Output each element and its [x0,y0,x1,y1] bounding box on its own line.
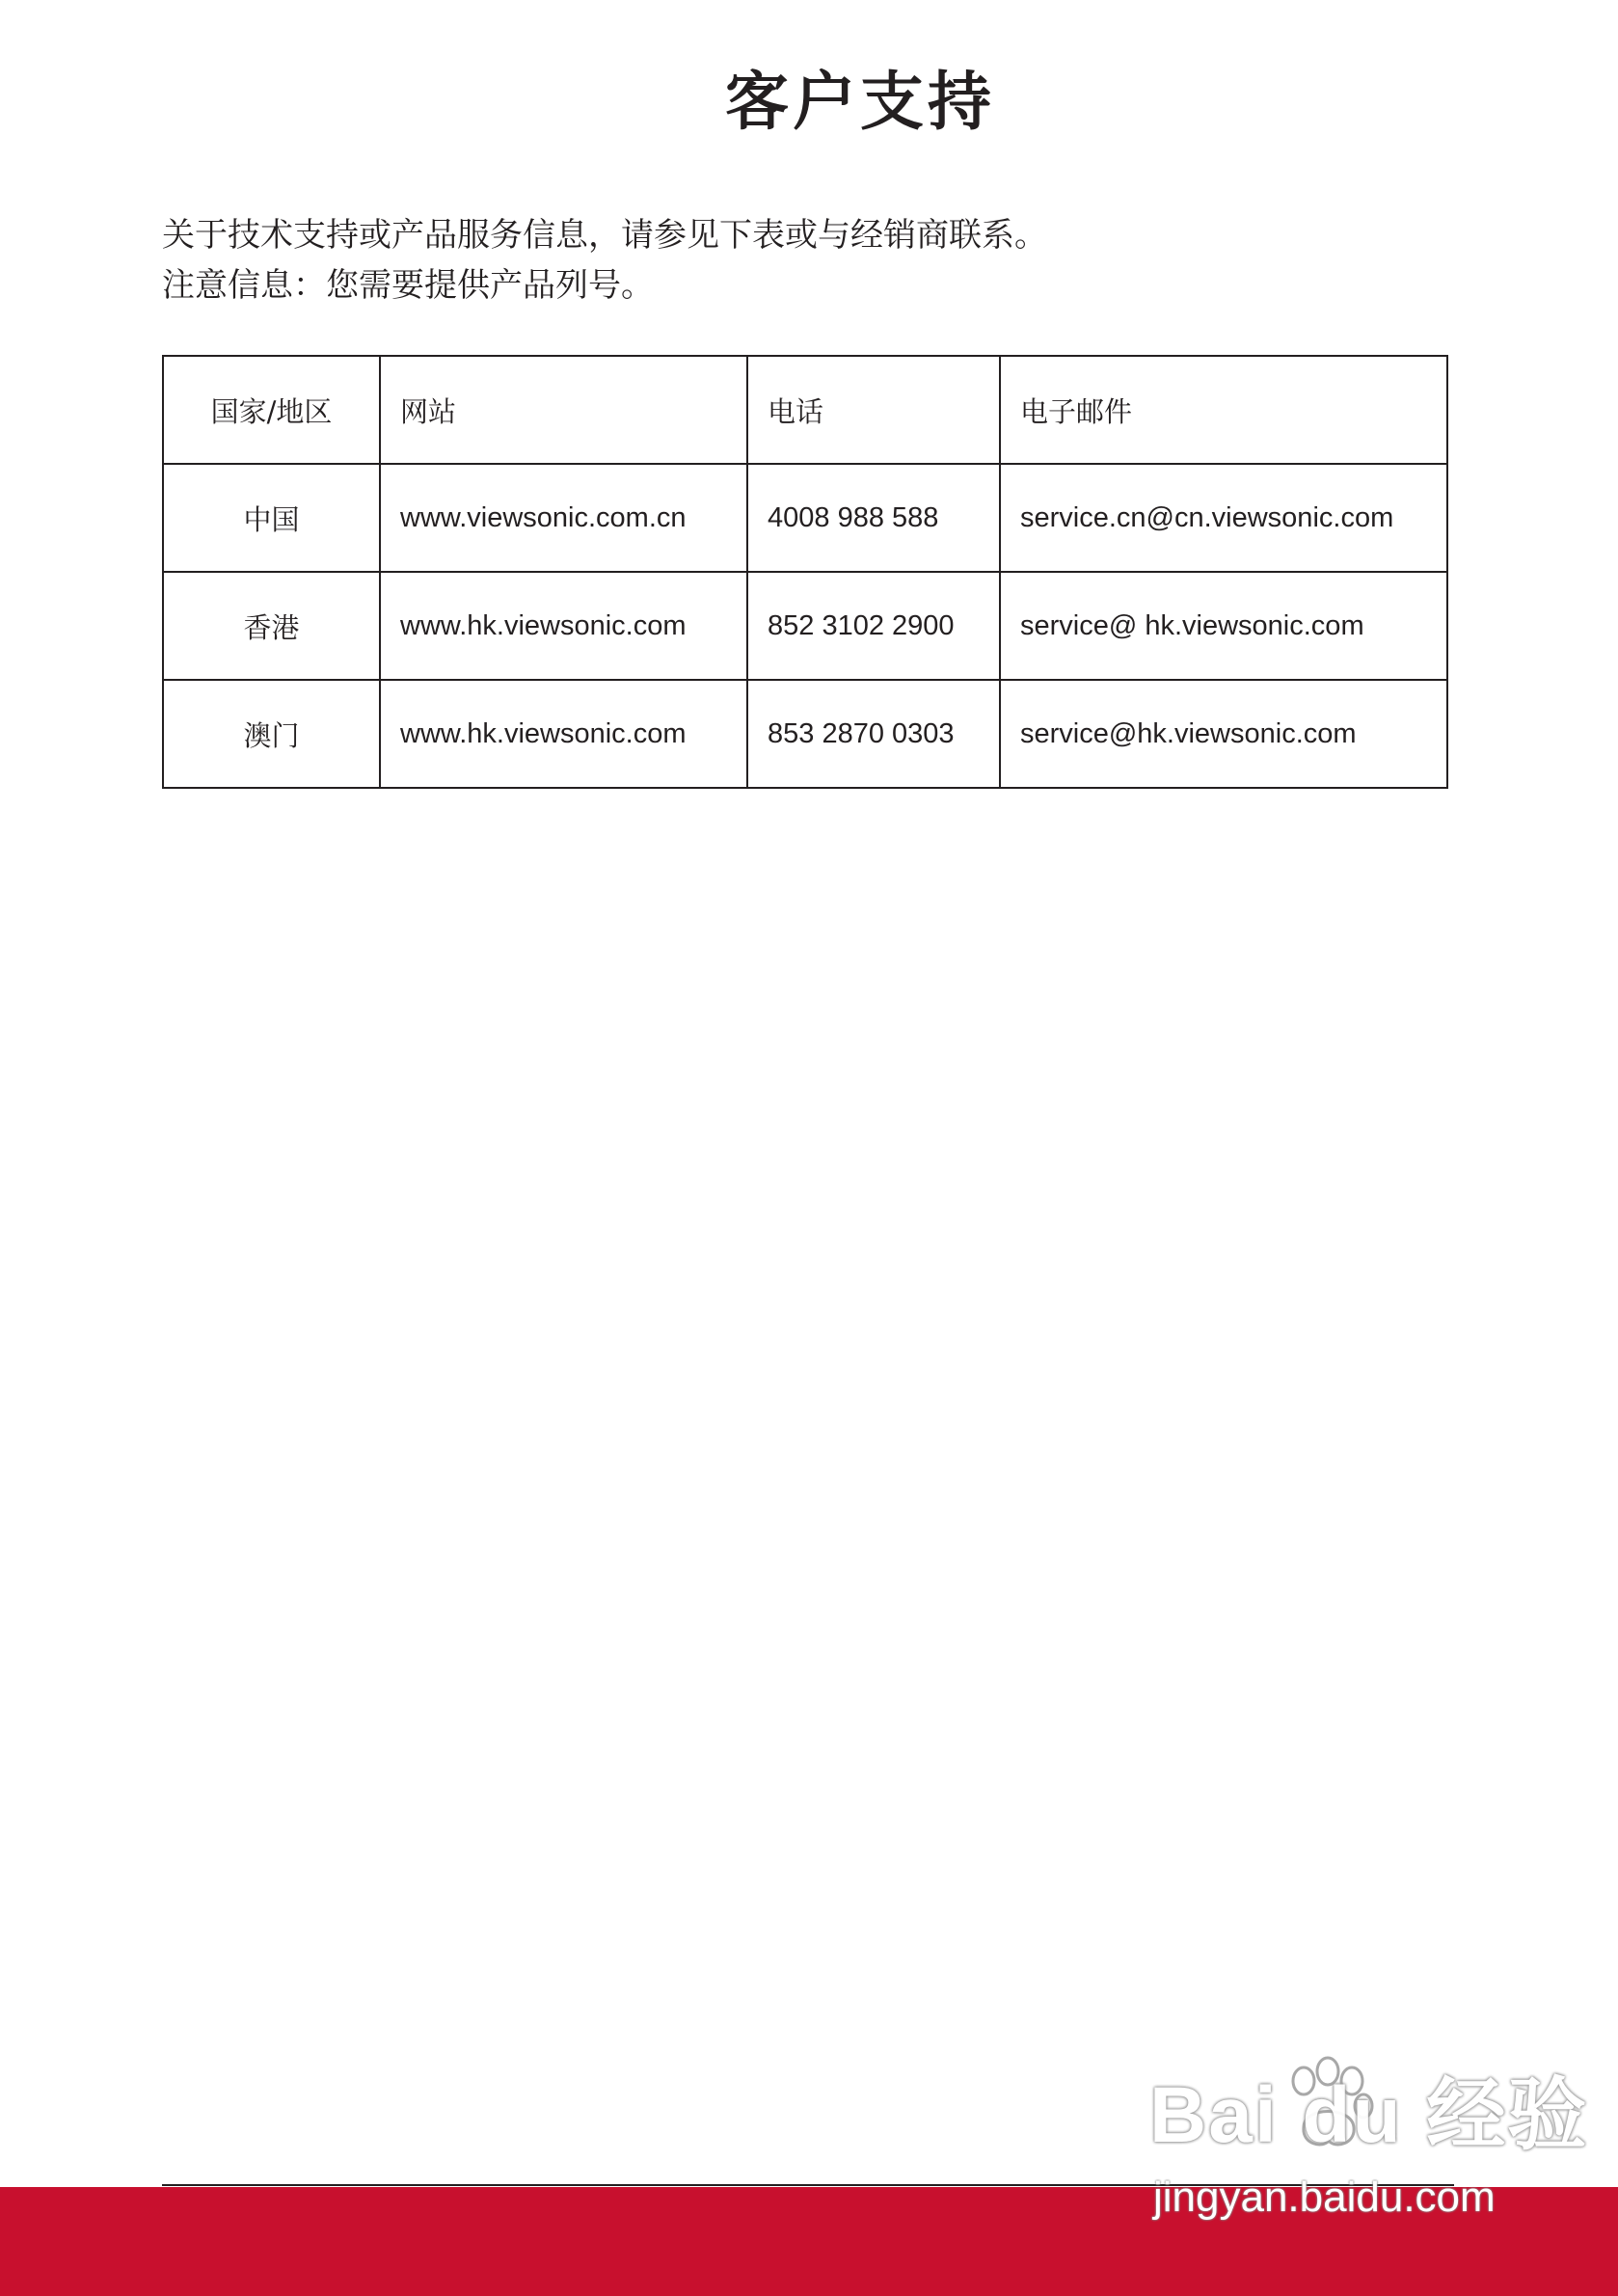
email-link[interactable]: service.cn@cn.viewsonic.com [1000,464,1447,572]
page-title: 客户支持 [725,65,995,139]
phone-cell: 4008 988 588 [747,464,1000,572]
table-row [163,572,1447,680]
region-cell: 香港 [163,572,380,680]
website-link[interactable]: www.hk.viewsonic.com [380,572,747,680]
baidu-jingyan-logo: Bai du 经验 [1149,2071,1589,2159]
email-link[interactable]: service@hk.viewsonic.com [1000,680,1447,788]
intro-line-support: 关于技术支持或产品服务信息，请参见下表或与经销商联系。 [162,216,1047,255]
watermark-url: jingyan.baidu.com [1153,2174,1496,2221]
table-row [163,680,1447,788]
table-row [163,464,1447,572]
website-link[interactable]: www.hk.viewsonic.com [380,680,747,788]
header-email: 电子邮件 [1000,356,1447,464]
intro-line-note: 注意信息：您需要提供产品列号。 [162,266,654,305]
intro-text [162,210,1047,311]
header-phone: 电话 [747,356,1000,464]
region-cell: 中国 [163,464,380,572]
header-country-region: 国家/地区 [163,356,380,464]
support-contact-table [162,355,1448,789]
phone-cell: 852 3102 2900 [747,572,1000,680]
region-cell: 澳门 [163,680,380,788]
email-link[interactable]: service@ hk.viewsonic.com [1000,572,1447,680]
phone-cell: 853 2870 0303 [747,680,1000,788]
table-header-row [163,356,1447,464]
header-website: 网站 [380,356,747,464]
website-link[interactable]: www.viewsonic.com.cn [380,464,747,572]
